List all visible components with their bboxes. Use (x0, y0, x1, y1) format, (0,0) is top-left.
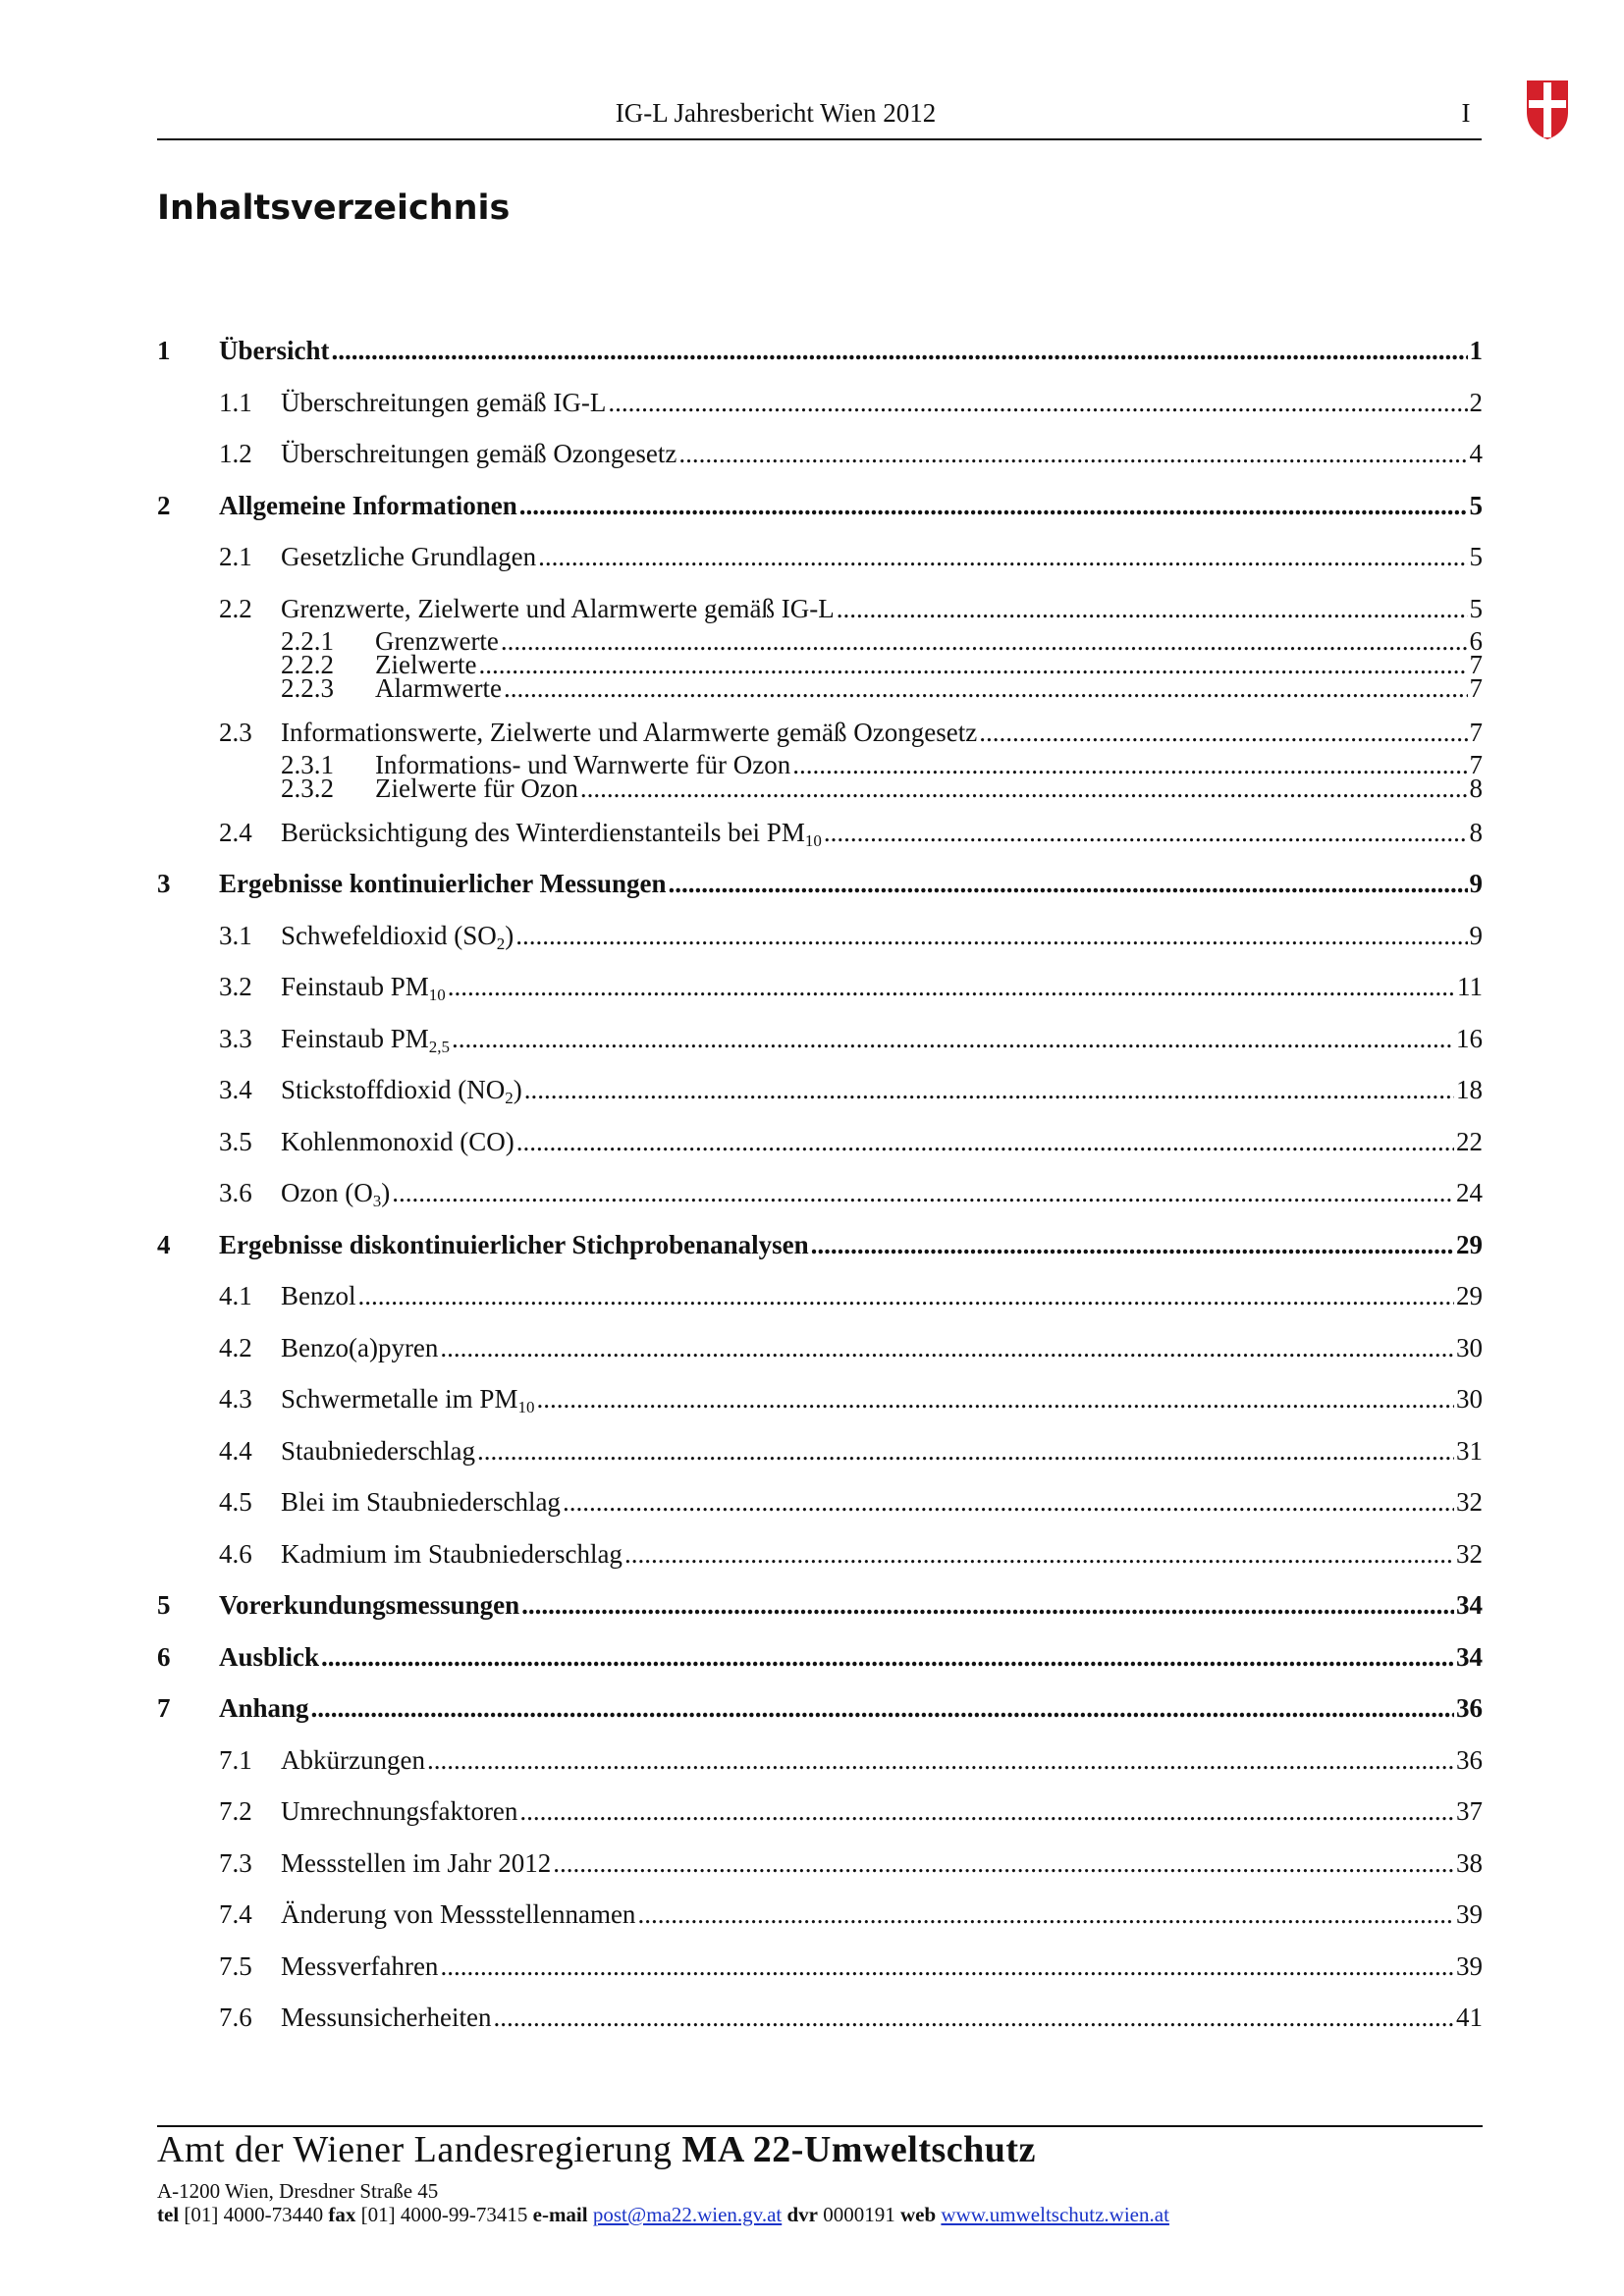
toc-entry-subscript: 2,5 (428, 1037, 451, 1056)
toc-entry-number: 7.2 (219, 1796, 252, 1826)
toc-dot-leader (477, 1431, 1454, 1470)
toc-entry-title (281, 537, 536, 576)
toc-entry-page: 11 (1457, 972, 1483, 1001)
toc-entry[interactable] (157, 1791, 1483, 1831)
toc-entry-number: 2.3.1 (281, 749, 334, 779)
toc-entry-page: 7 (1469, 672, 1483, 703)
vienna-coat-of-arms-icon (1525, 79, 1570, 141)
toc-entry-title-text: Blei im Staubniederschlag (281, 1487, 561, 1517)
toc-dot-leader (515, 916, 1467, 955)
toc-entry-title-text: Stickstoffdioxid (NO (281, 1075, 506, 1104)
toc-entry-title-text: Kadmium im Staubniederschlag (281, 1538, 623, 1569)
toc-entry-subscript: 10 (428, 986, 446, 1004)
fax-value: [01] 4000-99-73415 (360, 2203, 528, 2226)
toc-dot-leader (392, 1173, 1454, 1212)
toc-entry-title (281, 967, 446, 1006)
toc-entry-title (219, 1225, 809, 1264)
toc-entry-number: 1 (157, 336, 171, 365)
toc-entry-number: 3 (157, 869, 171, 898)
toc-entry-number: 2.2 (219, 593, 252, 623)
toc-entry[interactable] (157, 1895, 1483, 1934)
toc-entry-title-text: Staubniederschlag (281, 1435, 475, 1466)
toc-dot-leader (519, 1791, 1454, 1831)
toc-dot-leader (824, 813, 1468, 852)
toc-entry[interactable] (157, 537, 1483, 576)
toc-entry-page: 36 (1456, 1693, 1483, 1723)
toc-entry-number: 3.3 (219, 1023, 252, 1053)
toc-entry-number: 2.4 (219, 817, 252, 847)
toc-entry-number: 4.1 (219, 1281, 252, 1310)
toc-dot-leader (357, 1276, 1454, 1315)
toc-entry-number: 2.3.2 (281, 773, 334, 803)
toc-dot-leader (624, 1534, 1454, 1574)
toc-entry-number: 2.2.2 (281, 649, 334, 679)
toc-entry[interactable] (157, 668, 1483, 708)
toc-entry-number: 2.3 (219, 717, 252, 747)
toc-entry[interactable] (157, 1019, 1483, 1058)
toc-dot-leader (519, 486, 1468, 525)
toc-entry-title-text: Alarmwerte (375, 672, 502, 703)
toc-entry-page: 34 (1456, 1590, 1483, 1620)
dvr-label: dvr (786, 2203, 818, 2226)
toc-entry-number: 7.5 (219, 1950, 252, 1981)
toc-entry-number: 4 (157, 1229, 171, 1259)
toc-entry-title-text: Gesetzliche Grundlagen (281, 542, 537, 571)
toc-entry-title (281, 1534, 623, 1574)
toc-entry-title-text: Umrechnungsfaktoren (281, 1796, 518, 1826)
toc-entry-number: 4.3 (219, 1384, 252, 1414)
toc-entry-page: 5 (1469, 593, 1483, 623)
toc-entry-number: 7.1 (219, 1744, 252, 1775)
toc-entry-page: 6 (1469, 625, 1483, 656)
toc-entry[interactable] (157, 383, 1483, 422)
toc-entry[interactable] (157, 1070, 1483, 1109)
toc-entry-title (281, 1019, 450, 1058)
toc-entry[interactable] (157, 1998, 1483, 2037)
toc-entry-number: 3.5 (219, 1126, 252, 1156)
toc-entry-title (375, 769, 578, 808)
toc-entry-title-text: Kohlenmonoxid (CO) (281, 1126, 514, 1156)
toc-dot-leader (811, 1225, 1454, 1264)
toc-entry-number: 1.1 (219, 387, 252, 417)
toc-entry-number: 4.6 (219, 1538, 252, 1569)
toc-entry-title-text: Zielwerte (375, 649, 477, 679)
toc-entry[interactable] (157, 1585, 1483, 1625)
toc-entry-page: 29 (1456, 1281, 1483, 1310)
toc-entry-page: 9 (1469, 869, 1483, 898)
toc-entry-page: 5 (1469, 490, 1483, 520)
toc-entry-subscript: 10 (804, 830, 822, 850)
toc-entry-title-text: Messstellen im Jahr 2012 (281, 1847, 552, 1878)
toc-entry-title-text: Übersicht (219, 336, 330, 365)
toc-entry-title-text: Feinstaub PM (281, 1023, 429, 1053)
web-label: web (899, 2203, 937, 2226)
toc-entry[interactable] (157, 1482, 1483, 1522)
toc-entry-title (375, 668, 502, 708)
toc-entry-page: 41 (1456, 2002, 1483, 2032)
toc-entry-subscript: 2 (496, 934, 506, 953)
toc-entry-page: 38 (1456, 1847, 1483, 1878)
toc-dot-leader (448, 967, 1455, 1006)
toc-entry-title (281, 1431, 475, 1470)
toc-dot-leader (427, 1740, 1454, 1780)
toc-entry-page: 32 (1456, 1538, 1483, 1569)
toc-entry-title-text: Ausblick (219, 1641, 320, 1672)
toc-entry-title-text: Grenzwerte, Zielwerte und Alarmwerte gemäß IG-L (281, 593, 835, 623)
toc-dot-leader (608, 383, 1467, 422)
toc-entry-title (219, 1585, 519, 1625)
toc-entry[interactable] (157, 1122, 1483, 1161)
toc-entry-title-text: Benzo(a)pyren (281, 1332, 439, 1362)
toc-entry-title-suffix: ) (513, 1075, 522, 1104)
toc-entry-page: 36 (1456, 1744, 1483, 1775)
toc-dot-leader (452, 1019, 1454, 1058)
toc-dot-leader (521, 1585, 1454, 1625)
toc-entry-page: 7 (1469, 649, 1483, 679)
toc-entry-page: 7 (1469, 717, 1483, 747)
toc-entry-title (219, 486, 517, 525)
toc-entry-title-text: Anhang (219, 1693, 309, 1723)
toc-entry-number: 4.4 (219, 1435, 252, 1466)
toc-entry-title (281, 1947, 438, 1986)
toc-entry[interactable] (157, 434, 1483, 473)
toc-entry-title-text: Grenzwerte (375, 625, 499, 656)
toc-entry-title-text: Messunsicherheiten (281, 2002, 492, 2032)
toc-entry-page: 4 (1469, 439, 1483, 468)
toc-entry[interactable] (157, 1534, 1483, 1574)
toc-dot-leader (538, 537, 1467, 576)
toc-dot-leader (580, 769, 1468, 808)
toc-entry-subscript: 3 (372, 1192, 382, 1210)
page-number: I (1461, 98, 1471, 128)
toc-entry-title (281, 1070, 522, 1109)
toc-dot-leader (321, 1637, 1454, 1677)
toc-entry-title (219, 1688, 309, 1728)
toc-entry-title-text: Ergebnisse kontinuierlicher Messungen (219, 869, 667, 898)
toc-entry-title (219, 1637, 319, 1677)
toc-dot-leader (493, 1998, 1454, 2037)
toc-entry-title-text: Ergebnisse diskontinuierlicher Stichprobenanalysen (219, 1229, 809, 1259)
footer-address: A-1200 Wien, Dresdner Straße 45 (157, 2179, 439, 2203)
toc-entry-page: 5 (1469, 542, 1483, 571)
toc-entry[interactable] (157, 1431, 1483, 1470)
toc-entry[interactable] (157, 1173, 1483, 1212)
toc-dot-leader (516, 1122, 1454, 1161)
toc-entry-title (281, 1328, 438, 1367)
toc-entry-title (281, 434, 677, 473)
toc-entry-title-text: Feinstaub PM (281, 972, 429, 1001)
footer-organization (157, 2128, 1036, 2171)
toc-entry-number: 7.4 (219, 1899, 252, 1929)
toc-entry-page: 39 (1456, 1950, 1483, 1981)
toc-dot-leader (553, 1843, 1454, 1883)
toc-dot-leader (524, 1070, 1454, 1109)
toc-entry-title-text: Messverfahren (281, 1950, 439, 1981)
toc-entry-page: 8 (1469, 817, 1483, 847)
footer-divider (157, 2125, 1483, 2127)
toc-entry-title (281, 1482, 561, 1522)
toc-entry-number: 3.4 (219, 1075, 252, 1104)
toc-entry-title-text: Überschreitungen gemäß Ozongesetz (281, 439, 677, 468)
toc-entry[interactable] (157, 1637, 1483, 1677)
toc-entry-page: 31 (1456, 1435, 1483, 1466)
toc-entry-title (219, 864, 667, 903)
toc-entry-page: 34 (1456, 1641, 1483, 1672)
toc-entry[interactable] (157, 813, 1483, 852)
toc-entry-title-text: Benzol (281, 1281, 356, 1310)
fax-label: fax (328, 2203, 356, 2226)
toc-entry-page: 1 (1469, 336, 1483, 365)
toc-entry-title (281, 1791, 517, 1831)
toc-entry-subscript: 10 (517, 1398, 535, 1416)
toc-dot-leader (678, 434, 1467, 473)
toc-dot-leader (440, 1328, 1454, 1367)
toc-entry-number: 2.2.3 (281, 672, 334, 703)
toc-entry-number: 3.1 (219, 920, 252, 950)
toc-dot-leader (331, 331, 1467, 370)
toc-entry-title-text: Überschreitungen gemäß IG-L (281, 387, 607, 417)
footer-contact (157, 2203, 1169, 2227)
toc-entry-title-text: Berücksichtigung des Winterdienstanteils bei PM (281, 817, 805, 847)
toc-dot-leader (669, 864, 1468, 903)
toc-entry-page: 9 (1469, 920, 1483, 950)
toc-dot-leader (563, 1482, 1454, 1522)
toc-entry-title-text: Schwermetalle im PM (281, 1384, 518, 1414)
toc-entry-number: 1.2 (219, 439, 252, 468)
footer-org-department: MA 22-Umweltschutz (681, 2129, 1036, 2170)
toc-entry-number: 3.2 (219, 972, 252, 1001)
toc-entry-title-text: Ozon (O (281, 1178, 373, 1207)
header-divider (157, 138, 1482, 140)
toc-entry-page: 18 (1456, 1075, 1483, 1104)
toc-entry-number: 4.2 (219, 1332, 252, 1362)
toc-entry-page: 29 (1456, 1229, 1483, 1259)
toc-entry-title-text: Zielwerte für Ozon (375, 773, 578, 803)
toc-entry-page: 7 (1469, 749, 1483, 779)
running-header-title: IG-L Jahresbericht Wien 2012 (615, 98, 937, 128)
toc-entry[interactable] (157, 1740, 1483, 1780)
toc-entry[interactable] (157, 1225, 1483, 1264)
toc-entry-page: 32 (1456, 1487, 1483, 1517)
email-label: e-mail (532, 2203, 588, 2226)
toc-entry-title-text: Abkürzungen (281, 1744, 425, 1775)
toc-entry-title-suffix: ) (505, 920, 514, 950)
toc-entry-number: 2.2.1 (281, 625, 334, 656)
toc-entry[interactable] (157, 1843, 1483, 1883)
toc-entry[interactable] (157, 769, 1483, 808)
toc-entry-page: 30 (1456, 1332, 1483, 1362)
toc-entry-title-text: Schwefeldioxid (SO (281, 920, 497, 950)
toc-dot-leader (440, 1947, 1454, 1986)
tel-label: tel (157, 2203, 180, 2226)
toc-entry-title-suffix: ) (381, 1178, 391, 1207)
toc-entry[interactable] (157, 1379, 1483, 1418)
toc-entry[interactable] (157, 916, 1483, 955)
toc-entry-number: 5 (157, 1590, 171, 1620)
toc-dot-leader (637, 1895, 1454, 1934)
toc-entry-number: 2.1 (219, 542, 252, 571)
toc-entry[interactable] (157, 967, 1483, 1006)
toc-entry-number: 6 (157, 1641, 171, 1672)
toc-entry-title-text: Informationswerte, Zielwerte und Alarmwerte gemäß Ozongesetz (281, 717, 978, 747)
dvr-value: 0000191 (823, 2203, 895, 2226)
toc-entry-title-text: Vorerkundungsmessungen (219, 1590, 520, 1620)
footer-org-name: Amt der Wiener Landesregierung (157, 2129, 673, 2170)
toc-entry-page: 39 (1456, 1899, 1483, 1929)
toc-entry-title (219, 331, 329, 370)
toc-entry-subscript: 2 (505, 1089, 514, 1107)
toc-entry-page: 22 (1456, 1126, 1483, 1156)
toc-entry-title (281, 1895, 635, 1934)
toc-entry-title (281, 1379, 534, 1418)
toc-entry-page: 8 (1469, 773, 1483, 803)
toc-entry-title (281, 813, 822, 852)
toc-entry-title (281, 1276, 355, 1315)
toc-entry-title (281, 1122, 514, 1161)
toc-entry-title (281, 1998, 491, 2037)
toc-entry[interactable] (157, 1328, 1483, 1367)
toc-entry-page: 24 (1456, 1178, 1483, 1207)
tel-value: [01] 4000-73440 (184, 2203, 324, 2226)
toc-entry-page: 37 (1456, 1796, 1483, 1826)
toc-entry[interactable] (157, 1276, 1483, 1315)
page-title: Inhaltsverzeichnis (157, 188, 511, 228)
toc-entry[interactable] (157, 864, 1483, 903)
toc-entry-number: 7 (157, 1693, 171, 1723)
toc-entry-number: 7.6 (219, 2002, 252, 2032)
toc-entry-title (281, 1173, 390, 1212)
web-link[interactable]: www.umweltschutz.wien.at (941, 2203, 1169, 2226)
toc-entry[interactable] (157, 1688, 1483, 1728)
toc-entry-page: 30 (1456, 1384, 1483, 1414)
toc-entry-title-text: Informations- und Warnwerte für Ozon (375, 749, 791, 779)
toc-dot-leader (536, 1379, 1454, 1418)
toc-entry-page: 16 (1456, 1023, 1483, 1053)
toc-dot-leader (504, 668, 1468, 708)
toc-entry-title (281, 916, 514, 955)
toc-entry[interactable] (157, 486, 1483, 525)
toc-dot-leader (311, 1688, 1454, 1728)
toc-entry-number: 7.3 (219, 1847, 252, 1878)
toc-entry-number: 3.6 (219, 1178, 252, 1207)
email-link[interactable]: post@ma22.wien.gv.at (592, 2203, 783, 2226)
toc-entry-title (281, 1740, 425, 1780)
toc-entry-page: 2 (1469, 387, 1483, 417)
toc-entry[interactable] (157, 1947, 1483, 1986)
toc-entry-title-text: Allgemeine Informationen (219, 490, 517, 520)
toc-entry-title (281, 383, 606, 422)
toc-entry-title-text: Änderung von Messstellennamen (281, 1899, 636, 1929)
toc-entry-title (281, 1843, 551, 1883)
toc-entry-number: 4.5 (219, 1487, 252, 1517)
toc-entry[interactable] (157, 331, 1483, 370)
toc-entry-number: 2 (157, 490, 171, 520)
